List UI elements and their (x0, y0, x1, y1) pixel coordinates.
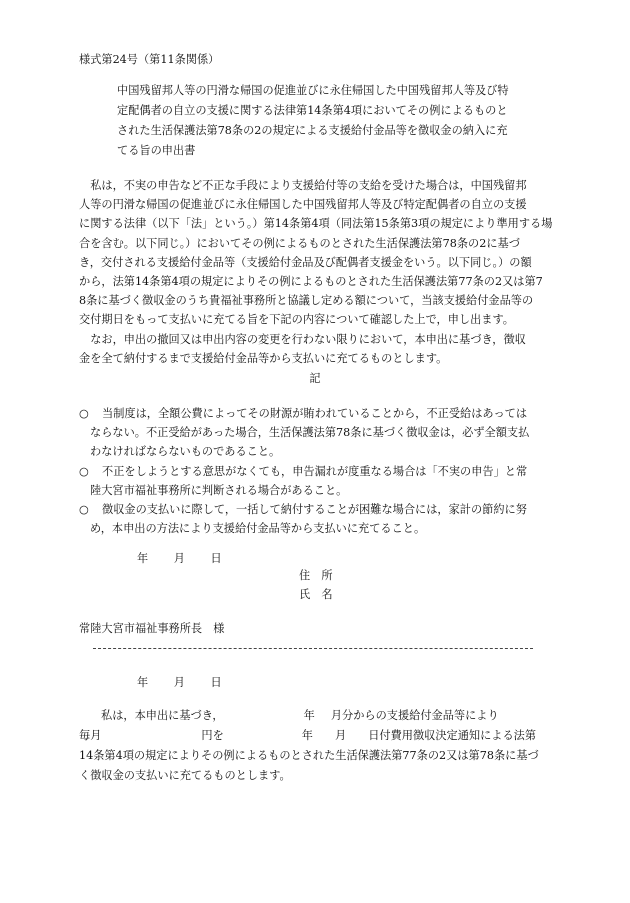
note-item (79, 404, 559, 462)
note-line: 当制度は，全額公費によってその財源が賄われていることから，不正受給はあっては (102, 407, 528, 420)
confirmation-date (137, 673, 222, 692)
circle-mark-icon: ○ (79, 464, 89, 478)
document-title (117, 81, 557, 161)
cert-text: 日付費用徴収決定通知による法第 (368, 729, 537, 742)
date-month-label: 月 (173, 552, 185, 565)
body-line: なお，申出の撤回又は申出内容の変更を行わない限りにおいて，本申出に基づき，徴収 (90, 332, 526, 346)
title-line: 定配偶者の自立の支援に関する法律第14条第4項においてその例によるものと (117, 104, 508, 117)
circle-mark-icon: ○ (79, 503, 89, 517)
cert-monthly-label: 毎月 (79, 729, 102, 742)
title-line: された生活保護法第78条の2の規定による支援給付金品等を徴収金の納入に充 (117, 124, 508, 137)
cert-year-label: 年 (301, 729, 313, 742)
circle-mark-icon: ○ (79, 407, 89, 420)
body-line: 交付期日をもって支払いに充てる旨を下記の内容について確認した上で，申し出ます。 (79, 313, 514, 327)
confirmation-text (79, 706, 559, 786)
body-line: 私は，不実の申告など不正な手段により支援給付等の支給を受けた場合は，中国残留邦 (90, 179, 527, 192)
cert-text: 私は，本申出に基づき， (101, 709, 224, 722)
title-line: てる旨の申出書 (117, 144, 196, 157)
notes-list (79, 404, 559, 538)
note-line: め，本申出の方法により支援給付金品等から支払いに充てること。 (90, 522, 426, 536)
cert-text: 月分からの支援給付金品等により (330, 709, 499, 722)
body-line: 合を含む。以下同じ。）においてその例によるものとされた生活保護法第78条の2に基づ (79, 236, 520, 250)
note-item (79, 500, 559, 538)
form-number: 様式第24号（第11条関係） (79, 53, 220, 66)
body-paragraph-2 (79, 330, 555, 368)
body-paragraph-1 (79, 176, 555, 330)
date-day-label: 日 (210, 676, 222, 689)
date-month-label: 月 (173, 676, 185, 689)
title-line: 中国残留邦人等の円滑な帰国の促進並びに永住帰国した中国残留邦人等及び特 (117, 84, 509, 97)
note-line: わなければならないものであること。 (90, 445, 281, 459)
ki-heading: 記 (309, 372, 321, 385)
note-line: 不正をしようとする意思がなくても，申告漏れが度重なる場合は「不実の申告」と常 (102, 464, 528, 478)
date-year-label: 年 (137, 552, 149, 565)
body-line: 金を全て納付するまで支援給付金品等から支払いに充てるものとします。 (79, 351, 448, 365)
name-label: 氏 名 (299, 588, 333, 601)
body-line: に関する法律（以下「法」という。）第14条第4項（同法第15条第3項の規定により準用する場 (79, 217, 553, 231)
note-line: 徴収金の支払いに際して，一括して納付することが困難な場合には，家計の節約に努 (102, 503, 527, 517)
note-line: 陸大宮市福祉事務所に判断される場合があること。 (90, 483, 348, 497)
note-item (79, 462, 559, 500)
cert-text: く徴収金の支払いに充てるものとします。 (79, 769, 291, 782)
addressee: 常陸大宮市福祉事務所長 様 (79, 622, 225, 635)
body-line: 8条に基づく徴収金のうち貴福祉事務所と協議し定める額について，当該支援給付金品等の (79, 294, 534, 308)
cert-month-label: 月 (334, 729, 347, 742)
cut-line-divider (93, 648, 533, 649)
body-line: き，交付される支援給付金品等（支援給付金品及び配偶者支援金をいう。以下同じ。）の額 (79, 255, 532, 269)
cert-yen-label: 円を (201, 729, 224, 742)
application-date (137, 549, 222, 568)
applicant-block (299, 566, 333, 604)
declaration-body (79, 176, 555, 368)
cert-text: 14条第4項の規定によりその例によるものとされた生活保護法第77条の2又は第78条に基づ (79, 749, 539, 762)
date-year-label: 年 (137, 676, 149, 689)
body-line: 人等の円滑な帰国の促進並びに永住帰国した中国残留邦人等及び特定配偶者の自立の支援 (79, 198, 527, 212)
date-day-label: 日 (210, 552, 222, 565)
note-line: ならない。不正受給があった場合，生活保護法第78条に基づく徴収金は，必ず全額支払 (90, 426, 530, 440)
cert-year-label: 年 (303, 709, 315, 722)
body-line: から，法第14条第4項の規定によりその例によるものとされた生活保護法第77条の2又は第7 (79, 275, 543, 289)
address-label: 住 所 (299, 569, 333, 582)
